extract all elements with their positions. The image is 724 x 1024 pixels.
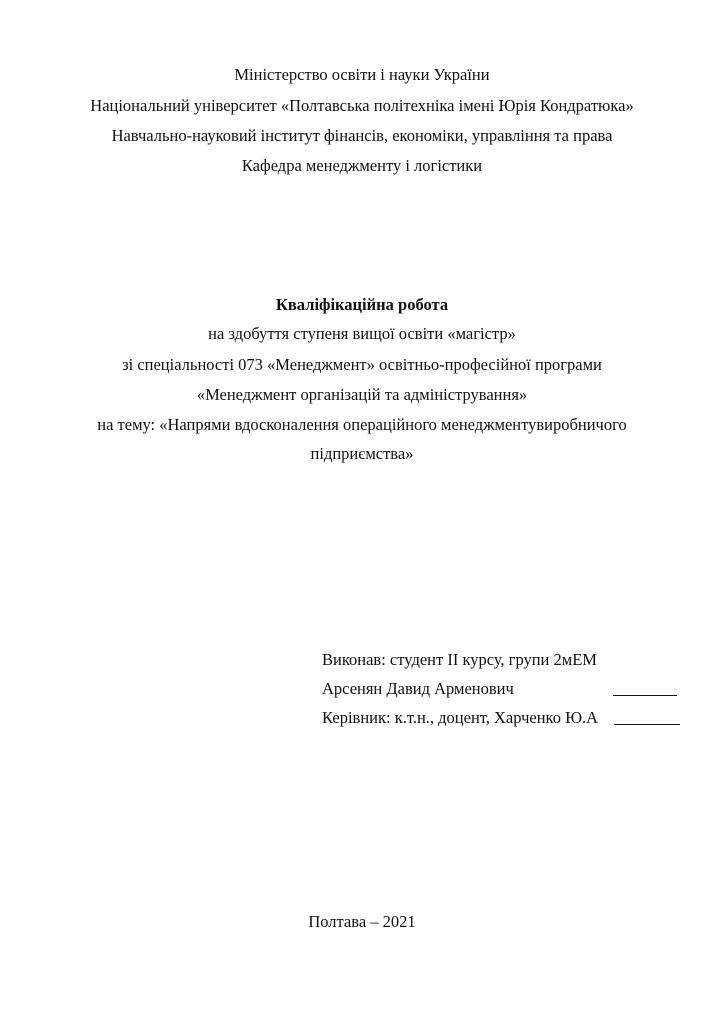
performer-line: Виконав: студент ІІ курсу, групи 2мЕМ bbox=[322, 650, 597, 669]
institute-line: Навчально-науковий інститут фінансів, економіки, управління та права bbox=[111, 126, 613, 145]
ministry-line: Міністерство освіти і науки України bbox=[234, 65, 490, 84]
degree-line: на здобуття ступеня вищої освіти «магістр» bbox=[208, 324, 516, 343]
supervisor-name: Керівник: к.т.н., доцент, Харченко Ю.А bbox=[322, 708, 599, 727]
student-signature-blank bbox=[613, 681, 677, 696]
student-name: Арсенян Давид Арменович bbox=[322, 679, 514, 698]
topic-line-1: на тему: «Напрями вдосконалення операційного менеджментувиробничого bbox=[97, 415, 627, 434]
topic-line-2: підприємства» bbox=[310, 444, 414, 463]
student-name-line bbox=[322, 679, 514, 699]
supervisor-signature-blank bbox=[614, 710, 680, 725]
program-line: «Менеджмент організацій та адміністрування» bbox=[196, 385, 528, 404]
city-year: Полтава – 2021 bbox=[308, 912, 416, 931]
department-line: Кафедра менеджменту і логістики bbox=[241, 156, 483, 175]
supervisor-line bbox=[322, 708, 598, 728]
work-title: Кваліфікаційна робота bbox=[275, 295, 449, 314]
university-line: Національний університет «Полтавська політехніка імені Юрія Кондратюка» bbox=[90, 96, 634, 115]
specialty-line: зі спеціальності 073 «Менеджмент» освітньо-професійної програми bbox=[122, 355, 602, 374]
